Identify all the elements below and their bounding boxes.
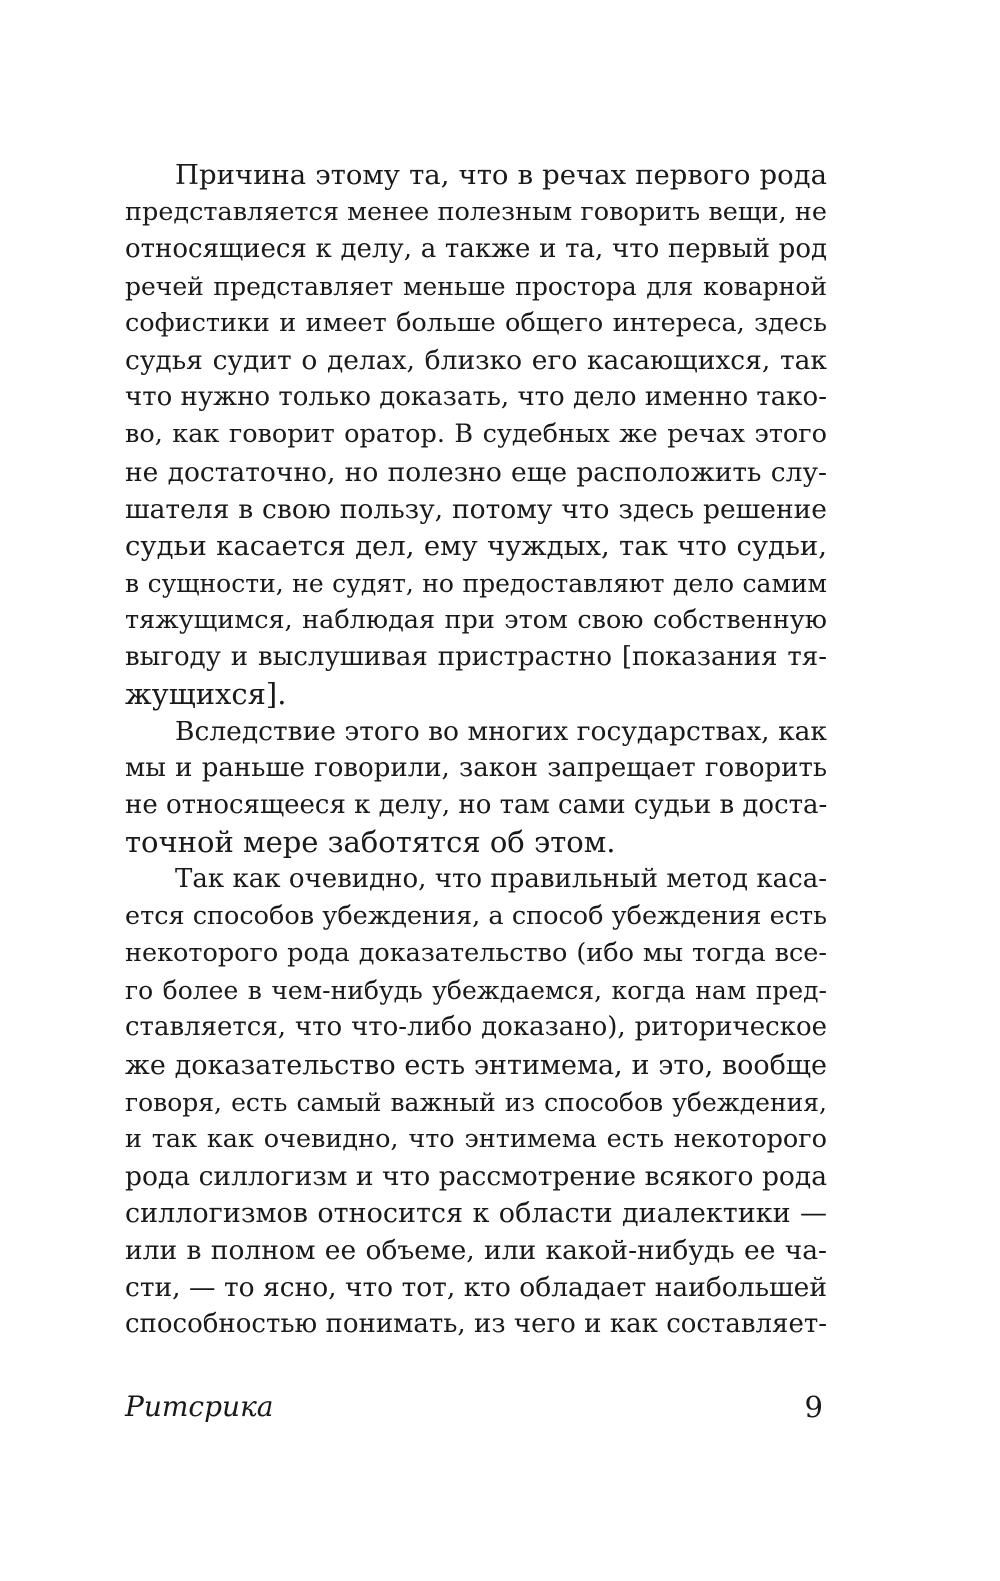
text-line: представляется менее полезным говорить вещи, не <box>125 197 827 228</box>
text-line: силлогизмов относится к области диалектики — <box>125 1197 827 1229</box>
text-line: тяжущимся, наблюдая при этом свою собственную <box>125 604 827 635</box>
text-line: не достаточно, но полезно еще расположить слу- <box>125 456 827 488</box>
text-line: Причина этому та, что в речах первого рода <box>175 159 827 191</box>
text-line: мы и раньше говорили, закон запрещает говорить <box>125 753 827 783</box>
text-line: некоторого рода доказательство (ибо мы тогда все- <box>125 938 827 969</box>
page-number: 9 <box>804 1390 823 1424</box>
text-line: Вследствие этого во многих государствах, как <box>175 715 827 747</box>
text-line: сти, — то ясно, что тот, кто обладает наибольшей <box>125 1271 827 1303</box>
text-line: рода силлогизм и что рассмотрение всякого рода <box>125 1160 827 1192</box>
text-line: ставляется, что что-либо доказано), риторическое <box>125 1012 827 1043</box>
text-line: го более в чем-нибудь убеждаемся, когда нам пред- <box>125 976 827 1006</box>
text-line: способностью понимать, из чего и как составляет- <box>125 1308 827 1339</box>
text-line: во, как говорит оратор. В судебных же речах этого <box>125 419 827 450</box>
text-line: выгоду и выслушивая пристрастно [показания тя- <box>125 641 827 672</box>
text-line: что нужно только доказать, что дело именно тако- <box>125 382 827 413</box>
text-line: Так как очевидно, что правильный метод каса- <box>175 864 827 895</box>
text-line: же доказательство есть энтимема, и это, вообще <box>125 1049 827 1081</box>
text-line: точной мере заботятся об этом. <box>125 825 616 860</box>
text-line: не относящееся к делу, но там сами судьи в доста- <box>125 790 828 821</box>
page-footer <box>125 1390 827 1430</box>
text-line: относящиеся к делу, а также и та, что первый род <box>125 234 827 265</box>
text-line: софистики и имеет больше общего интереса, здесь <box>125 308 827 339</box>
body-text <box>125 157 827 1343</box>
text-line: или в полном ее объеме, или какой-нибудь ее ча- <box>125 1234 827 1266</box>
text-line: судья судит о делах, близко его касающихся, так <box>125 345 827 377</box>
text-line: речей представляет меньше простора для коварной <box>125 272 827 302</box>
text-line: шателя в свою пользу, потому что здесь решение <box>125 493 827 525</box>
text-line: ется способов убеждения, а способ убеждения есть <box>125 901 827 932</box>
text-line: и так как очевидно, что энтимема есть некоторого <box>125 1123 827 1154</box>
text-line: судьи касается дел, ему чуждых, так что судьи, <box>125 529 827 562</box>
text-line: в сущности, не судят, но предоставляют дело самим <box>125 568 827 598</box>
running-title: Ритсрика <box>125 1390 274 1423</box>
text-line: говоря, есть самый важный из способов убеждения, <box>125 1087 827 1117</box>
text-line: жущихся]. <box>125 676 287 711</box>
